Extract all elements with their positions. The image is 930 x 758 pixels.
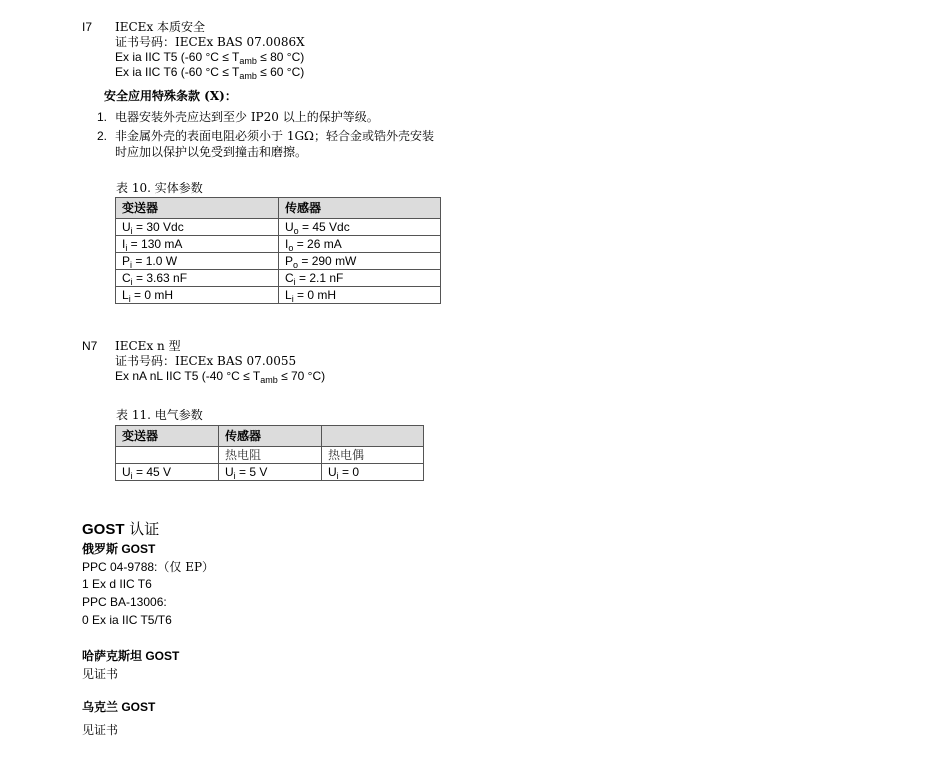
table-cell: $U_i = 30$ Vdc (116, 219, 279, 236)
electrical-parameters-table (115, 425, 424, 481)
section-title-i7: IECEx 本质安全 (115, 20, 206, 34)
table-cell: $U_i = 45$ V (116, 464, 219, 481)
gost-heading: GOST 认证 (82, 520, 160, 538)
kazakhstan-gost-heading: 哈萨克斯坦 GOST (82, 649, 180, 663)
section-code-n7: N7 (82, 339, 98, 353)
marking-line: Ex ia IIC T6 (-60 $^\circ C \le T_{amb} \le 60$ °C) (115, 65, 305, 81)
table-cell: $L_i = 0$ mH (116, 287, 279, 304)
russia-gost-heading: 俄罗斯 GOST (82, 542, 156, 556)
entity-parameters-table (115, 197, 441, 304)
table-row (116, 270, 441, 287)
russia-marking: 0 Ex ia IIC T5/T6 (82, 613, 172, 627)
header-cell: 变送器 (116, 426, 219, 447)
russia-cert-line: PPC BA-13006: (82, 595, 167, 609)
subheader-cell: 热电阻 (219, 447, 322, 464)
table-cell: $P_o = 290$ mW (279, 253, 441, 270)
table-cell: $C_i = 2.1$ nF (279, 270, 441, 287)
russia-cert-line: PPC 04-9788:（仅 EP） (82, 560, 215, 574)
header-cell: 变送器 (116, 198, 279, 219)
condition-text-continued: 时应加以保护以免受到撞击和磨擦。 (115, 145, 308, 159)
header-cell: 传感器 (219, 426, 322, 447)
table-cell: $C_i = 3.63$ nF (116, 270, 279, 287)
table-row (116, 219, 441, 236)
condition-text: 非金属外壳的表面电阻必须小于 1GΩ；轻合金或锆外壳安装 (115, 129, 434, 143)
ukraine-text: 见证书 (82, 723, 119, 737)
marking-line: Ex nA nL IIC T5 (-40 $^\circ C \le T_{amb} \le 70$ °C) (115, 369, 326, 385)
table-cell: $U_o = 45$ Vdc (279, 219, 441, 236)
table-row (116, 287, 441, 304)
section-code-i7: I7 (82, 20, 93, 34)
russia-marking: 1 Ex d IIC T6 (82, 577, 152, 591)
list-number: 1. (97, 110, 108, 124)
subheader-cell: 热电偶 (322, 447, 424, 464)
table-cell: $P_i = 1.0$ W (116, 253, 279, 270)
section-title-n7: IECEx n 型 (115, 339, 181, 353)
subheader-cell (116, 447, 219, 464)
special-conditions-heading: 安全应用特殊条款 (X)： (104, 89, 237, 103)
condition-text: 电器安装外壳应达到至少 IP20 以上的保护等级。 (115, 110, 379, 124)
table-row (116, 464, 424, 481)
table-header-row (116, 426, 424, 447)
ukraine-gost-heading: 乌克兰 GOST (82, 700, 156, 714)
table-row (116, 253, 441, 270)
table-cell: $U_i = 5$ V (219, 464, 322, 481)
table-cell: $I_i = 130$ mA (116, 236, 279, 253)
table-row (116, 236, 441, 253)
certificate-number: 证书号码：IECEx BAS 07.0086X (115, 35, 305, 49)
header-cell (322, 426, 424, 447)
table-cell: $U_i = 0$ (322, 464, 424, 481)
table-caption: 表 11. 电气参数 (116, 408, 203, 422)
kazakhstan-text: 见证书 (82, 667, 119, 681)
table-cell: $I_o = 26$ mA (279, 236, 441, 253)
table-subheader-row (116, 447, 424, 464)
table-header-row (116, 198, 441, 219)
marking-line: Ex ia IIC T5 (-60 $^\circ C \le T_{amb} \le 80$ °C) (115, 50, 305, 66)
list-number: 2. (97, 129, 108, 143)
header-cell: 传感器 (279, 198, 441, 219)
table-cell: $L_i = 0$ mH (279, 287, 441, 304)
certificate-number: 证书号码：IECEx BAS 07.0055 (115, 354, 297, 368)
table-caption: 表 10. 实体参数 (116, 181, 203, 195)
